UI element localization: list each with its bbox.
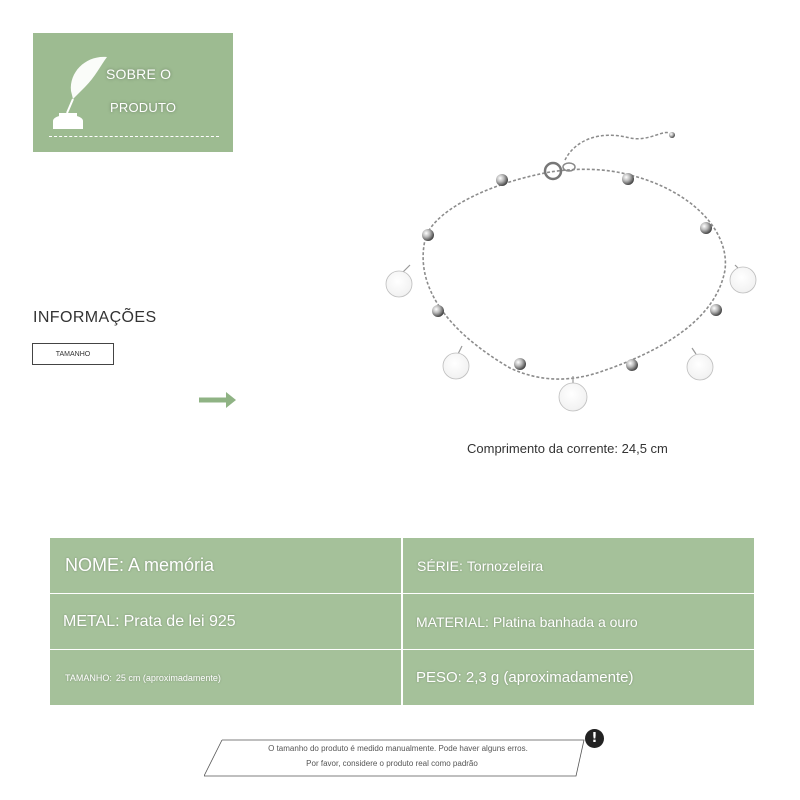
spec-value: Prata de lei 925 xyxy=(123,612,236,630)
arrow-right-icon xyxy=(199,392,237,408)
info-heading: INFORMAÇÕES xyxy=(33,309,157,326)
spec-key: METAL: xyxy=(63,612,120,630)
spec-cell-weight xyxy=(403,650,754,705)
spec-key: MATERIAL: xyxy=(416,613,489,630)
banner-title-line2: PRODUTO xyxy=(110,100,177,115)
spec-cell-name xyxy=(50,538,401,593)
spec-value: Platina banhada a ouro xyxy=(492,613,638,630)
spec-cell-series xyxy=(403,538,754,593)
about-product-banner xyxy=(33,33,233,152)
spec-key: SÉRIE: xyxy=(417,557,463,574)
banner-divider xyxy=(49,136,219,137)
bracelet-photo xyxy=(370,120,780,420)
exclamation-icon: ! xyxy=(585,729,604,748)
spec-key: NOME: xyxy=(65,555,125,575)
spec-value: 2,3 g (aproximadamente) xyxy=(465,669,634,686)
spec-value: 25 cm (aproximadamente) xyxy=(115,672,221,683)
spec-key: TAMANHO: xyxy=(65,672,112,683)
spec-table xyxy=(50,538,752,705)
size-button[interactable]: TAMANHO xyxy=(32,343,114,365)
banner-title-line1: SOBRE O xyxy=(106,66,172,82)
spec-cell-material xyxy=(403,594,754,649)
notice-line1: O tamanho do produto é medido manualmente. Pode haver alguns erros. xyxy=(268,744,528,753)
spec-value: Tornozeleira xyxy=(466,557,544,574)
spec-cell-metal xyxy=(50,594,401,649)
notice-line2: Por favor, considere o produto real como padrão xyxy=(306,759,478,768)
chain-length-caption: Comprimento da corrente: 24,5 cm xyxy=(467,441,668,456)
quill-inkpot-icon xyxy=(49,51,109,143)
measurement-notice xyxy=(204,738,596,778)
spec-cell-size xyxy=(50,650,401,705)
spec-value: A memória xyxy=(128,555,215,575)
spec-key: PESO: xyxy=(416,669,462,686)
